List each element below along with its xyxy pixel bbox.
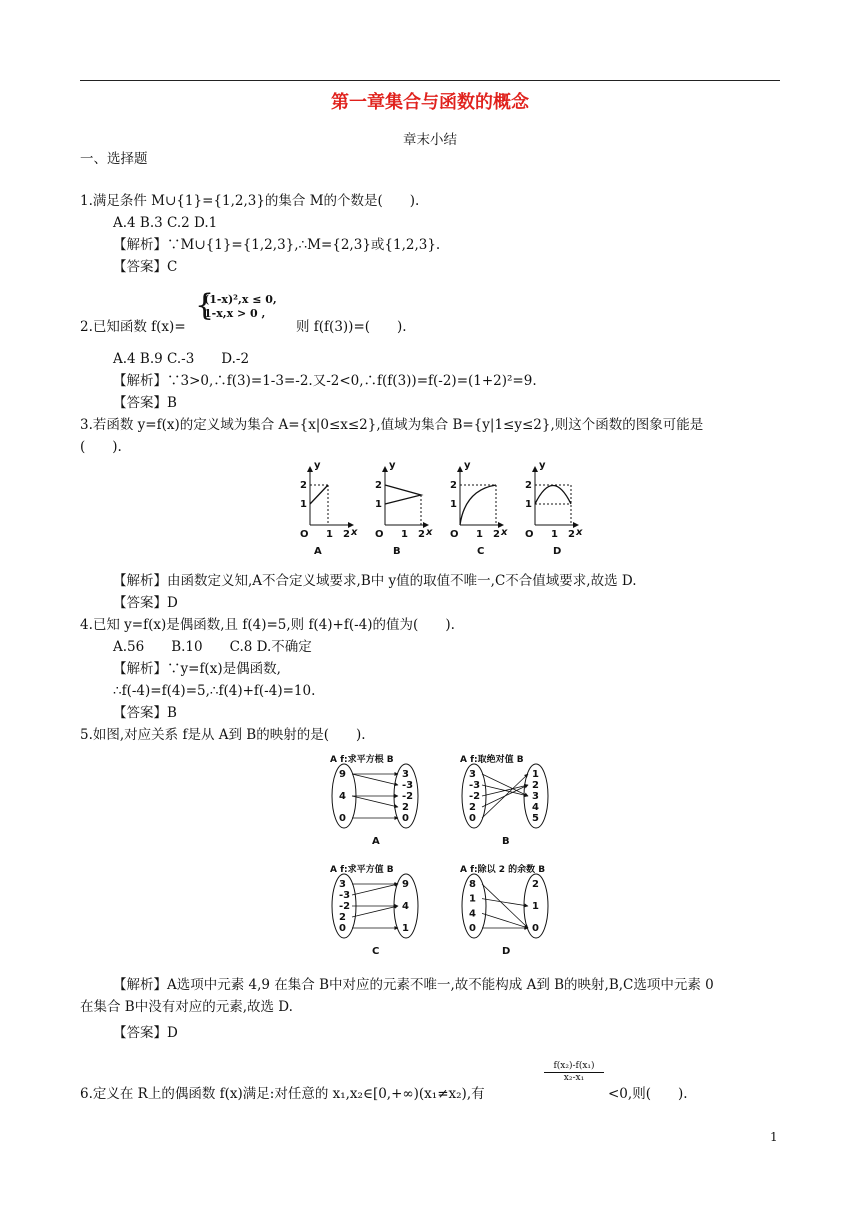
- mapping-arrow: [482, 899, 528, 906]
- set-a-element: -3: [339, 890, 351, 901]
- q2-stem-end: 则 f(f(3))=( ).: [296, 319, 407, 335]
- svg-text:2: 2: [300, 480, 307, 491]
- chapter-title: 第一章集合与函数的概念: [331, 92, 529, 113]
- graph-d-label: D: [553, 546, 562, 557]
- q3-graphs: [295, 462, 595, 560]
- graph-b: [375, 462, 433, 557]
- set-b-element: 4: [532, 802, 539, 813]
- mapping-diagram-d: [460, 863, 548, 957]
- q1-stem: 1.满足条件 M∪{1}={1,2,3}的集合 M的个数是( ).: [80, 193, 420, 209]
- q3-stem-line2: ( ).: [80, 439, 122, 455]
- set-b-element: -2: [402, 791, 414, 802]
- graph-c-label: C: [477, 546, 485, 557]
- svg-text:2: 2: [568, 529, 575, 540]
- q1-answer: 【答案】C: [113, 259, 178, 275]
- set-b-element: 0: [532, 923, 539, 934]
- graph-a-label: A: [314, 546, 322, 557]
- q4-analysis-2: ∴f(-4)=f(4)=5,∴f(4)+f(-4)=10.: [113, 683, 316, 699]
- mapping-arrow: [352, 796, 398, 807]
- mapping-label: B: [502, 836, 510, 847]
- svg-text:2: 2: [375, 480, 382, 491]
- graph-d: [525, 462, 583, 557]
- piece-2: 1-x,x > 0 ,: [204, 307, 266, 320]
- mapping-arrow: [352, 884, 398, 895]
- set-b-element: 2: [402, 802, 409, 813]
- set-b-element: 4: [402, 901, 409, 912]
- mapping-label: A: [372, 836, 380, 847]
- q3-analysis: 【解析】由函数定义知,A不合定义域要求,B中 y值的取值不唯一,C不合值域要求,故选 D.: [113, 573, 637, 589]
- graph-a: [300, 462, 358, 557]
- mapping-diagram-c: [330, 863, 418, 957]
- set-a-element: -2: [339, 901, 351, 912]
- mapping-caption: A f:取绝对值 B: [460, 755, 524, 765]
- brace-icon: {: [195, 288, 215, 323]
- set-b-element: 3: [402, 769, 409, 780]
- set-a-element: 9: [339, 769, 346, 780]
- q4-analysis-1: 【解析】∵y=f(x)是偶函数,: [113, 661, 281, 677]
- set-a-element: 0: [339, 923, 346, 934]
- q6-stem-start: 6.定义在 R上的偶函数 f(x)满足:对任意的 x₁,x₂∈[0,+∞)(x₁≠x₂),有: [80, 1086, 485, 1102]
- header-rule: [80, 80, 780, 81]
- graph-b-label: B: [393, 546, 401, 557]
- set-b-element: 2: [532, 780, 539, 791]
- svg-text:y: y: [464, 462, 471, 471]
- mapping-arrow: [482, 774, 528, 818]
- q3-stem-line1: 3.若函数 y=f(x)的定义域为集合 A={x|0≤x≤2},值域为集合 B={y|1≤y≤2},则这个函数的图象可能是: [80, 417, 704, 433]
- set-a-element: 4: [469, 908, 476, 920]
- set-a-element: 0: [469, 813, 476, 824]
- set-b-element: 3: [532, 791, 539, 802]
- svg-text:1: 1: [476, 529, 483, 540]
- set-a-element: -3: [469, 780, 481, 791]
- svg-text:x: x: [576, 527, 583, 538]
- set-a-element: 3: [339, 879, 346, 890]
- set-b-element: 2: [532, 879, 539, 890]
- q2-stem-start: 2.已知函数 f(x)=: [80, 319, 186, 335]
- svg-text:O: O: [375, 529, 384, 540]
- set-b-element: 1: [402, 923, 409, 934]
- set-a-element: 2: [469, 802, 476, 813]
- page-number: 1: [770, 1130, 778, 1144]
- q5-answer: 【答案】D: [113, 1025, 178, 1041]
- section-subtitle: 章末小结: [403, 132, 457, 148]
- q4-answer: 【答案】B: [113, 705, 177, 721]
- svg-text:y: y: [314, 462, 321, 471]
- mapping-arrow: [482, 913, 528, 928]
- piece-1: (1-x)²,x ≤ 0,: [204, 293, 277, 306]
- svg-text:y: y: [539, 462, 546, 471]
- svg-text:2: 2: [418, 529, 425, 540]
- set-a-element: 0: [469, 923, 476, 934]
- svg-text:2: 2: [493, 529, 500, 540]
- q2-answer: 【答案】B: [113, 395, 177, 411]
- q3-answer: 【答案】D: [113, 595, 178, 611]
- mapping-diagram-b: [460, 753, 548, 847]
- svg-text:1: 1: [551, 529, 558, 540]
- svg-text:1: 1: [300, 499, 307, 510]
- difference-quotient: [544, 1061, 604, 1084]
- svg-text:O: O: [300, 529, 309, 540]
- q5-analysis-1: 【解析】A选项中元素 4,9 在集合 B中对应的元素不唯一,故不能构成 A到 B的映射,B,C选项中元素 0: [113, 977, 714, 993]
- set-a-element: 3: [469, 769, 476, 780]
- svg-text:x: x: [501, 527, 508, 538]
- mapping-arrow: [482, 884, 528, 928]
- q1-analysis: 【解析】∵M∪{1}={1,2,3},∴M={2,3}或{1,2,3}.: [113, 237, 441, 253]
- mapping-arrow: [352, 906, 398, 917]
- q5-mapping-diagrams: [322, 750, 572, 960]
- svg-text:2: 2: [343, 529, 350, 540]
- svg-text:2: 2: [525, 480, 532, 491]
- svg-text:O: O: [525, 529, 534, 540]
- set-a-element: 4: [339, 791, 346, 802]
- svg-text:1: 1: [375, 499, 382, 510]
- set-b-element: 1: [532, 769, 539, 780]
- mapping-caption: A f:求平方根 B: [330, 755, 394, 765]
- svg-text:x: x: [426, 527, 433, 538]
- q5-stem: 5.如图,对应关系 f是从 A到 B的映射的是( ).: [80, 727, 366, 743]
- mapping-label: C: [372, 946, 380, 957]
- svg-text:y: y: [389, 462, 396, 471]
- q6-stem-end: <0,则( ).: [608, 1086, 688, 1102]
- set-b-element: 1: [532, 901, 539, 912]
- set-a-element: -2: [469, 791, 481, 802]
- svg-text:1: 1: [525, 499, 532, 510]
- q1-options: A.4 B.3 C.2 D.1: [113, 215, 218, 231]
- graph-c: [450, 462, 508, 557]
- svg-text:1: 1: [450, 499, 457, 510]
- q4-stem: 4.已知 y=f(x)是偶函数,且 f(4)=5,则 f(4)+f(-4)的值为( ).: [80, 617, 455, 633]
- svg-text:O: O: [450, 529, 459, 540]
- mapping-label: D: [502, 946, 511, 957]
- q2-options: A.4 B.9 C.-3 D.-2: [113, 351, 250, 367]
- set-b-element: 9: [402, 879, 409, 890]
- mapping-diagram-a: [330, 753, 418, 847]
- svg-text:x: x: [351, 527, 358, 538]
- set-b-element: 0: [402, 813, 409, 824]
- set-a-element: 1: [469, 893, 476, 905]
- svg-text:1: 1: [401, 529, 408, 540]
- set-b-element: 5: [532, 813, 539, 824]
- fraction-denominator: x₂-x₁: [563, 1073, 585, 1083]
- svg-text:2: 2: [450, 480, 457, 491]
- mapping-arrow: [352, 774, 398, 785]
- mapping-caption: A f:求平方值 B: [330, 865, 394, 875]
- svg-text:1: 1: [326, 529, 333, 540]
- section-heading: 一、选择题: [80, 151, 148, 167]
- mapping-arrow: [482, 774, 528, 796]
- set-b-element: -3: [402, 780, 414, 791]
- set-a-element: 8: [469, 879, 476, 890]
- q2-analysis: 【解析】∵3>0,∴f(3)=1-3=-2.又-2<0,∴f(f(3))=f(-2)=(1+2)²=9.: [113, 373, 537, 389]
- mapping-caption: A f:除以 2 的余数 B: [460, 865, 546, 875]
- q4-options: A.56 B.10 C.8 D.不确定: [113, 639, 312, 655]
- set-a-element: 0: [339, 813, 346, 824]
- set-a-element: 2: [339, 912, 346, 923]
- fraction-numerator: f(x₂)-f(x₁): [544, 1061, 604, 1073]
- q5-analysis-2: 在集合 B中没有对应的元素,故选 D.: [80, 999, 293, 1015]
